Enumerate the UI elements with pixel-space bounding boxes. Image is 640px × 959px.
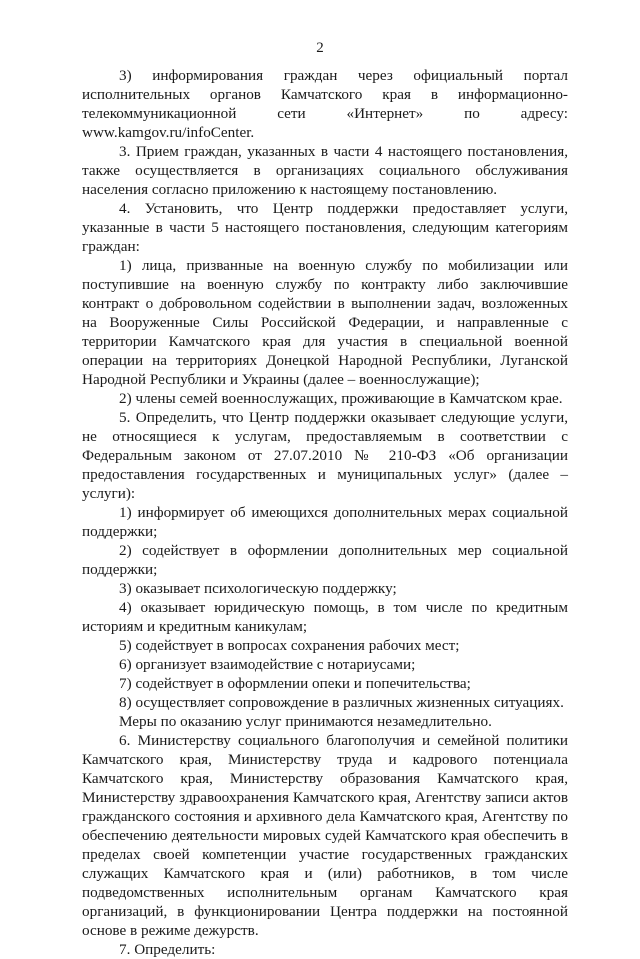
- document-body: [82, 66, 568, 959]
- paragraph: 2) члены семей военнослужащих, проживающие в Камчатском крае.: [119, 390, 563, 407]
- paragraph: 4) оказывает юридическую помощь, в том числе по кредитным историям и кредитным каникулам;: [82, 599, 568, 635]
- paragraph: 2) содействует в оформлении дополнительных мер социальной поддержки;: [82, 542, 568, 578]
- paragraph: 6) организует взаимодействие с нотариусами;: [119, 656, 416, 673]
- paragraph: 3) оказывает психологическую поддержку;: [119, 580, 397, 597]
- paragraph: 3. Прием граждан, указанных в части 4 настоящего постановления, также осуществляется в организациях социального обслуживания населения согласно приложению к настоящему постановлению.: [82, 143, 568, 198]
- paragraph: 3) информирования граждан через официальный портал исполнительных органов Камчатского края в информационно-телекоммуникационной сети «Интернет» по адресу: www.kamgov.ru/infoCenter.: [82, 67, 568, 141]
- paragraph: 5. Определить, что Центр поддержки оказывает следующие услуги, не относящиеся к услугам, предоставляемым в соответствии с Федеральным законом от 27.07.2010 № 210-ФЗ «Об организации предоставления государственных и муниципальных услуг» (далее – услуги):: [82, 409, 568, 502]
- paragraph: 5) содействует в вопросах сохранения рабочих мест;: [119, 637, 460, 654]
- paragraph: 7. Определить:: [119, 941, 216, 958]
- paragraph: 8) осуществляет сопровождение в различных жизненных ситуациях.: [119, 694, 564, 711]
- paragraph: 1) лица, призванные на военную службу по мобилизации или поступившие на военную службу по контракту либо заключившие контракт о добровольном содействии в выполнении задач, возложенных на Вооруженные Силы Российской Федерации, и направленные с территории Камчатского края для участия в специальной военной операции на территориях Донецкой Народной Республики, Луганской Народной Республики и Украины (далее – военнослужащие);: [82, 257, 568, 388]
- paragraph: Меры по оказанию услуг принимаются незамедлительно.: [119, 713, 492, 730]
- paragraph: 6. Министерству социального благополучия и семейной политики Камчатского края, Министерству труда и кадрового потенциала Камчатского края, Министерству образования Камчатского края, Министерству здравоохранения Камчатского края, Агентству записи актов гражданского состояния и архивного дела Камчатского края, Агентству по обеспечению деятельности мировых судей Камчатского края обеспечить в пределах своей компетенции участие государственных гражданских служащих Камчатского края и (или) работников, в том числе подведомственных исполнительным органам Камчатского края организаций, в функционировании Центра поддержки на постоянной основе в режиме дежурств.: [82, 732, 568, 939]
- page-number: 2: [316, 40, 324, 56]
- paragraph: 7) содействует в оформлении опеки и попечительства;: [119, 675, 471, 692]
- paragraph: 4. Установить, что Центр поддержки предоставляет услуги, указанные в части 5 настоящего постановления, следующим категориям граждан:: [82, 200, 568, 255]
- paragraph: 1) информирует об имеющихся дополнительных мерах социальной поддержки;: [82, 504, 568, 540]
